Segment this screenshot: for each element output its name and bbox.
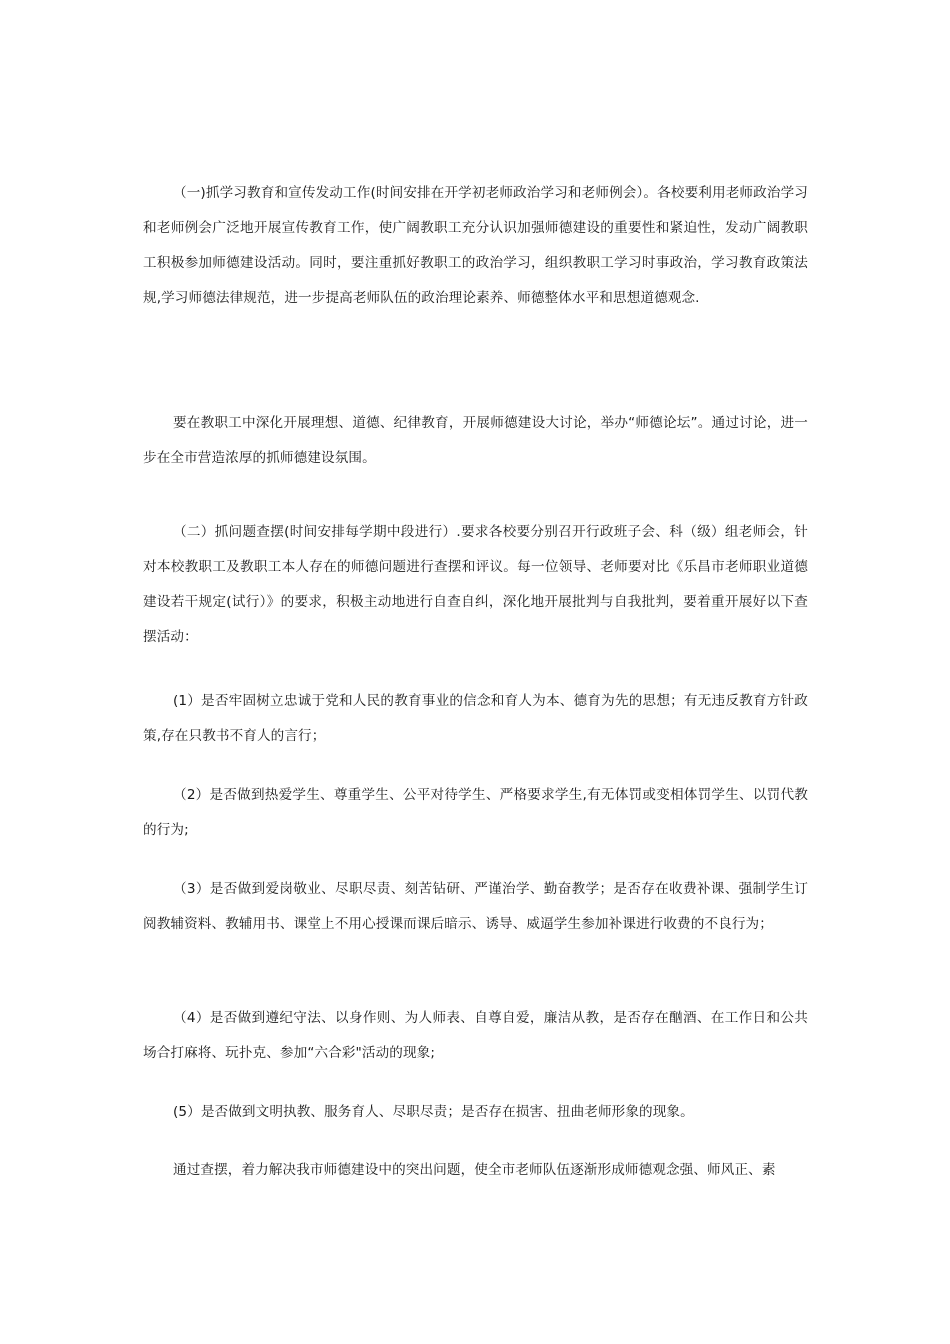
list-item-4: （4）是否做到遵纪守法、以身作则、为人师表、自尊自爱，廉洁从教，是否存在酗酒、在工作日和公共场合打麻将、玩扑克、参加“六合彩"活动的现象;: [143, 1010, 808, 1061]
paragraph-ethics-discussion: 要在教职工中深化开展理想、道德、纪律教育，开展师德建设大讨论，举办“师德论坛”。通过讨论，进一步在全市营造浓厚的抓师德建设氛围。: [143, 415, 808, 466]
list-item-2: （2）是否做到热爱学生、尊重学生、公平对待学生、严格要求学生,有无体罚或变相体罚学生、以罚代教的行为;: [143, 787, 808, 838]
paragraph-study-education: （一)抓学习教育和宣传发动工作(时间安排在开学初老师政治学习和老师例会）。各校要利用老师政治学习和老师例会广泛地开展宣传教育工作，使广阔教职工充分认识加强师德建设的重要性和紧迫性，发动广阔教职工积极参加师德建设活动。同时，要注重抓好教职工的政治学习，组织教职工学习时事政治，学习教育政策法规,学习师德法律规范，进一步提高老师队伍的政治理论素养、师德整体水平和思想道德观念.: [143, 185, 808, 306]
paragraph-problem-review: （二）抓问题查摆(时间安排每学期中段进行）.要求各校要分别召开行政班子会、科（级）组老师会，针对本校教职工及教职工本人存在的师德问题进行查摆和评议。每一位领导、老师要对比《乐昌市老师职业道德建设若干规定(试行）》的要求，积极主动地进行自查自纠，深化地开展批判与自我批判，要着重开展好以下查摆活动：: [143, 524, 808, 645]
list-item-1: (1）是否牢固树立忠诚于党和人民的教育事业的信念和育人为本、德育为先的思想；有无违反教育方针政策,存在只教书不育人的言行；: [143, 693, 808, 744]
list-item-3: （3）是否做到爱岗敬业、尽职尽责、刻苦钻研、严谨治学、勤奋教学；是否存在收费补课、强制学生订阅教辅资料、教辅用书、课堂上不用心授课而课后暗示、诱导、威逼学生参加补课进行收费的不良行为；: [143, 881, 808, 932]
paragraph-conclusion: 通过查摆，着力解决我市师德建设中的突出问题，使全市老师队伍逐渐形成师德观念强、师风正、素: [173, 1162, 776, 1178]
list-item-5: (5）是否做到文明执教、服务育人、尽职尽责；是否存在损害、扭曲老师形象的现象。: [173, 1104, 694, 1120]
